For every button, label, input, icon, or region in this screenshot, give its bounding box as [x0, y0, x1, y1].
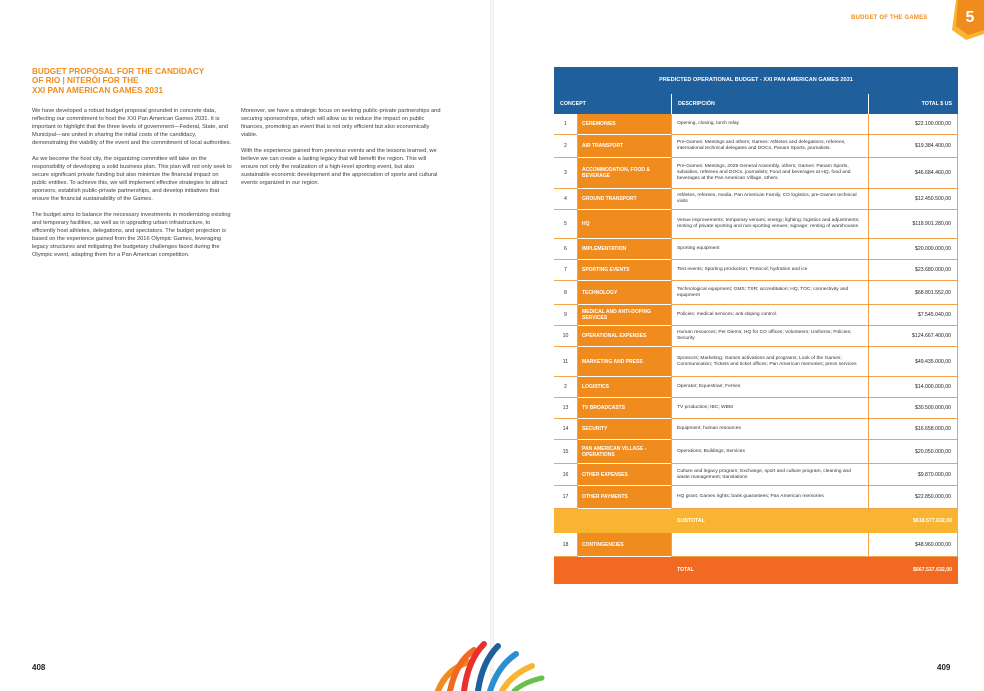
row-concept: IMPLEMENTATION: [578, 239, 671, 260]
row-concept: CEREMONIES: [578, 114, 671, 135]
row-total: $9.870.000,00: [868, 464, 958, 486]
page-number-right: 409: [937, 663, 951, 672]
subtotal-value: $618.577.632,00: [913, 518, 952, 524]
row-number: 11: [554, 347, 578, 377]
row-concept: ACCOMMODATION, FOOD & BEVERAGE: [578, 158, 671, 189]
row-total: $22.100.000,00: [868, 114, 958, 135]
table-row: [554, 347, 958, 377]
body-column-2: [241, 107, 441, 195]
table-row: [554, 398, 958, 419]
row-concept: SPORTING EVENTS: [578, 260, 671, 281]
total-value: $667.537.632,00: [913, 567, 952, 573]
row-concept: OPERATIONAL EXPENSES: [578, 326, 671, 347]
row-description: Policies; medical services; anti-doping control.: [671, 305, 868, 326]
row-description: Sporting equipment: [671, 239, 868, 260]
row-number: 13: [554, 398, 578, 419]
row-number: 5: [554, 210, 578, 239]
table-row: [554, 189, 958, 210]
subtotal-label: SUBTOTAL: [677, 518, 705, 524]
table-row: [554, 135, 958, 158]
row-concept: PAN AMERICAN VILLAGE - OPERATIONS: [578, 440, 671, 464]
paragraph: The budget aims to balance the necessary investments in modernizing existing and temporary facilities, as well as in upgrading urban infrastructure, to efficiently host athletes, delegations, and spectators. The budget projection is based on the experience gained from the 2016 Olympic Games, leveraging legacy structures and mitigating the budgetary challenges faced during the Olympic event, adapting them for a Pan American competition.: [32, 212, 231, 258]
paragraph: Moreover, we have a strategic focus on seeking public-private partnerships and securing sponsorships, which will allow us to reduce the impact on public finances, promoting an event that is not only efficient but also economically viable.: [241, 108, 441, 138]
row-total: $49.435.000,00: [868, 347, 958, 377]
budget-table: [554, 67, 958, 638]
row-concept: TV BROADCASTS: [578, 398, 671, 419]
row-description: TV production; IBC; WBM: [671, 398, 868, 419]
row-description: Test events; Sporting production; Protocol; hydration and ice: [671, 260, 868, 281]
table-row: [554, 440, 958, 464]
table-row: [554, 281, 958, 305]
pan-american-games-logo-icon: [428, 640, 548, 691]
contingencies-row: [554, 533, 958, 557]
row-total: $22.850.000,00: [868, 486, 958, 509]
row-total: $20.050.000,00: [868, 440, 958, 464]
row-description: Operations; Buildings; Services: [671, 440, 868, 464]
row-total: $124.667.400,00: [868, 326, 958, 347]
total-label: TOTAL: [677, 567, 694, 573]
row-total: $20.000.000,00: [868, 239, 958, 260]
table-row: [554, 260, 958, 281]
row-concept: GROUND TRANSPORT: [578, 189, 671, 210]
row-description: Equipment; human resources: [671, 419, 868, 440]
row-total: $118.901.280,00: [868, 210, 958, 239]
row-concept: MARKETING AND PRESS: [578, 347, 671, 377]
table-row: [554, 305, 958, 326]
row-concept: LOGISTICS: [578, 377, 671, 398]
row-number: 15: [554, 440, 578, 464]
row-number: 4: [554, 189, 578, 210]
row-concept: HQ: [578, 210, 671, 239]
row-description: Opening, closing, torch relay: [671, 114, 868, 135]
row-total: $30.500.000,00: [868, 398, 958, 419]
row-total: $16.658.000,00: [868, 419, 958, 440]
row-description: Culture and legacy program; Exchange, sport and culture program, cleaning and waste management; translations: [671, 464, 868, 486]
row-description: [671, 533, 868, 557]
row-number: 14: [554, 419, 578, 440]
row-total: $46.684.460,00: [868, 158, 958, 189]
page-number-left: 408: [32, 663, 46, 672]
row-total: $48.960.000,00: [868, 533, 958, 557]
book-gutter: [490, 0, 494, 691]
row-number: 2: [554, 135, 578, 158]
row-description: Pre-Games: Meetings and others; Games: Athletes and delegations, referees, international technical delegates and DOCs, Panam Sports, journalists.: [671, 135, 868, 158]
row-concept: OTHER EXPENSES: [578, 464, 671, 486]
row-number: 17: [554, 486, 578, 509]
column-header-description: DESCRIPCIÓN: [671, 94, 868, 114]
row-description: Operator; Equestrian; Ferries: [671, 377, 868, 398]
column-header-total: TOTAL $ US: [868, 94, 958, 114]
table-row: [554, 377, 958, 398]
paragraph: With the experience gained from previous events and the lessons learned, we believe we can create a lasting legacy that will benefit the region. This will ensure not only the realization of a high-level sporting event, but also sustainable economic development and the appreciation of sports and cultural events organized in our region.: [241, 148, 438, 186]
row-number: 7: [554, 260, 578, 281]
row-description: Athletes, referees, media, Pan American Family, CO logistics, pre-Games technical visits: [671, 189, 868, 210]
row-description: Pre-Games: Meetings, 2029 General Assembly, others; Games: Panam Sports, subsidies, referees and DOCs, journalists; Food and beverages at HQ, food and beverages at the Pan American Village, others.: [671, 158, 868, 189]
chapter-badge-icon: [950, 0, 984, 40]
row-total: $23.680.000,00: [868, 260, 958, 281]
row-description: Sponsors; Marketing; Games activations and programs; Look of the Games; Communication; Tickets and ticket offices; Pan American memories; press services: [671, 347, 868, 377]
section-heading: BUDGET PROPOSAL FOR THE CANDIDACY OF RIO | NITERÓI FOR THE XXI PAN AMERICAN GAMES 2031: [32, 67, 205, 95]
table-row: [554, 239, 958, 260]
total-row: [554, 557, 958, 584]
row-number: 1: [554, 114, 578, 135]
row-description: HQ grant; Games rights; bank guarantees; Pan American memories: [671, 486, 868, 509]
row-concept: OTHER PAYMENTS: [578, 486, 671, 509]
row-description: Technological equipment; GMS; TSR; accreditation; HQ; TOC; connectivity and equipment: [671, 281, 868, 305]
subtotal-row: [554, 509, 958, 533]
row-total: $68.801.552,00: [868, 281, 958, 305]
table-row: [554, 158, 958, 189]
column-header-concept: CONCEPT: [554, 94, 671, 114]
row-number: 3: [554, 158, 578, 189]
row-total: $12.450.500,00: [868, 189, 958, 210]
row-concept: MEDICAL AND ANTI-DOPING SERVICES: [578, 305, 671, 326]
row-description: Venue improvements; temporary venues; energy; lighting; logistics and adjustments; renting of private sporting and non-sporting venues; signage; renting of warehouses: [671, 210, 868, 239]
row-number: 10: [554, 326, 578, 347]
paragraph: We have developed a robust budget proposal grounded in concrete data, reflecting our commitment to host the XXI Pan American Games 2031. It is important to highlight that the three levels of government—Federal, State, and Municipal—are united in sharing the initial costs of the candidacy, demonstrating the viability of the event and the commitment of local authorities.: [32, 108, 232, 146]
row-number: 18: [554, 533, 578, 557]
table-row: [554, 486, 958, 509]
row-number: 16: [554, 464, 578, 486]
running-header: BUDGET OF THE GAMES: [851, 15, 928, 21]
table-row: [554, 419, 958, 440]
table-row: [554, 326, 958, 347]
row-number: 8: [554, 281, 578, 305]
table-row: [554, 210, 958, 239]
row-total: $7.545.040,00: [868, 305, 958, 326]
chapter-number: 5: [965, 9, 975, 26]
paragraph: As we become the host city, the organizing committee will take on the responsibility of developing a solid business plan. This plan will not only seek to secure significant private funding but also minimize the financial impact on public entities. To achieve this, we will implement effective strategies to attract sponsors, establish public-private partnerships, and develop initiatives that ensure the financial sustainability of the Games.: [32, 156, 232, 202]
row-concept: TECHNOLOGY: [578, 281, 671, 305]
table-row: [554, 114, 958, 135]
row-number: 2: [554, 377, 578, 398]
row-number: 6: [554, 239, 578, 260]
body-column-1: [32, 107, 232, 267]
row-concept: CONTINGENCIES: [578, 533, 671, 557]
table-title: PREDICTED OPERATIONAL BUDGET - XXI PAN AMERICAN GAMES 2031: [554, 67, 958, 94]
table-row: [554, 464, 958, 486]
row-concept: SECURITY: [578, 419, 671, 440]
row-concept: AIR TRANSPORT: [578, 135, 671, 158]
row-total: $19.384.400,00: [868, 135, 958, 158]
row-number: 9: [554, 305, 578, 326]
row-total: $14.000.000,00: [868, 377, 958, 398]
row-description: Human resources; Per Diems; HQ for CO offices; Volunteers; Uniforms; Policies; Security: [671, 326, 868, 347]
